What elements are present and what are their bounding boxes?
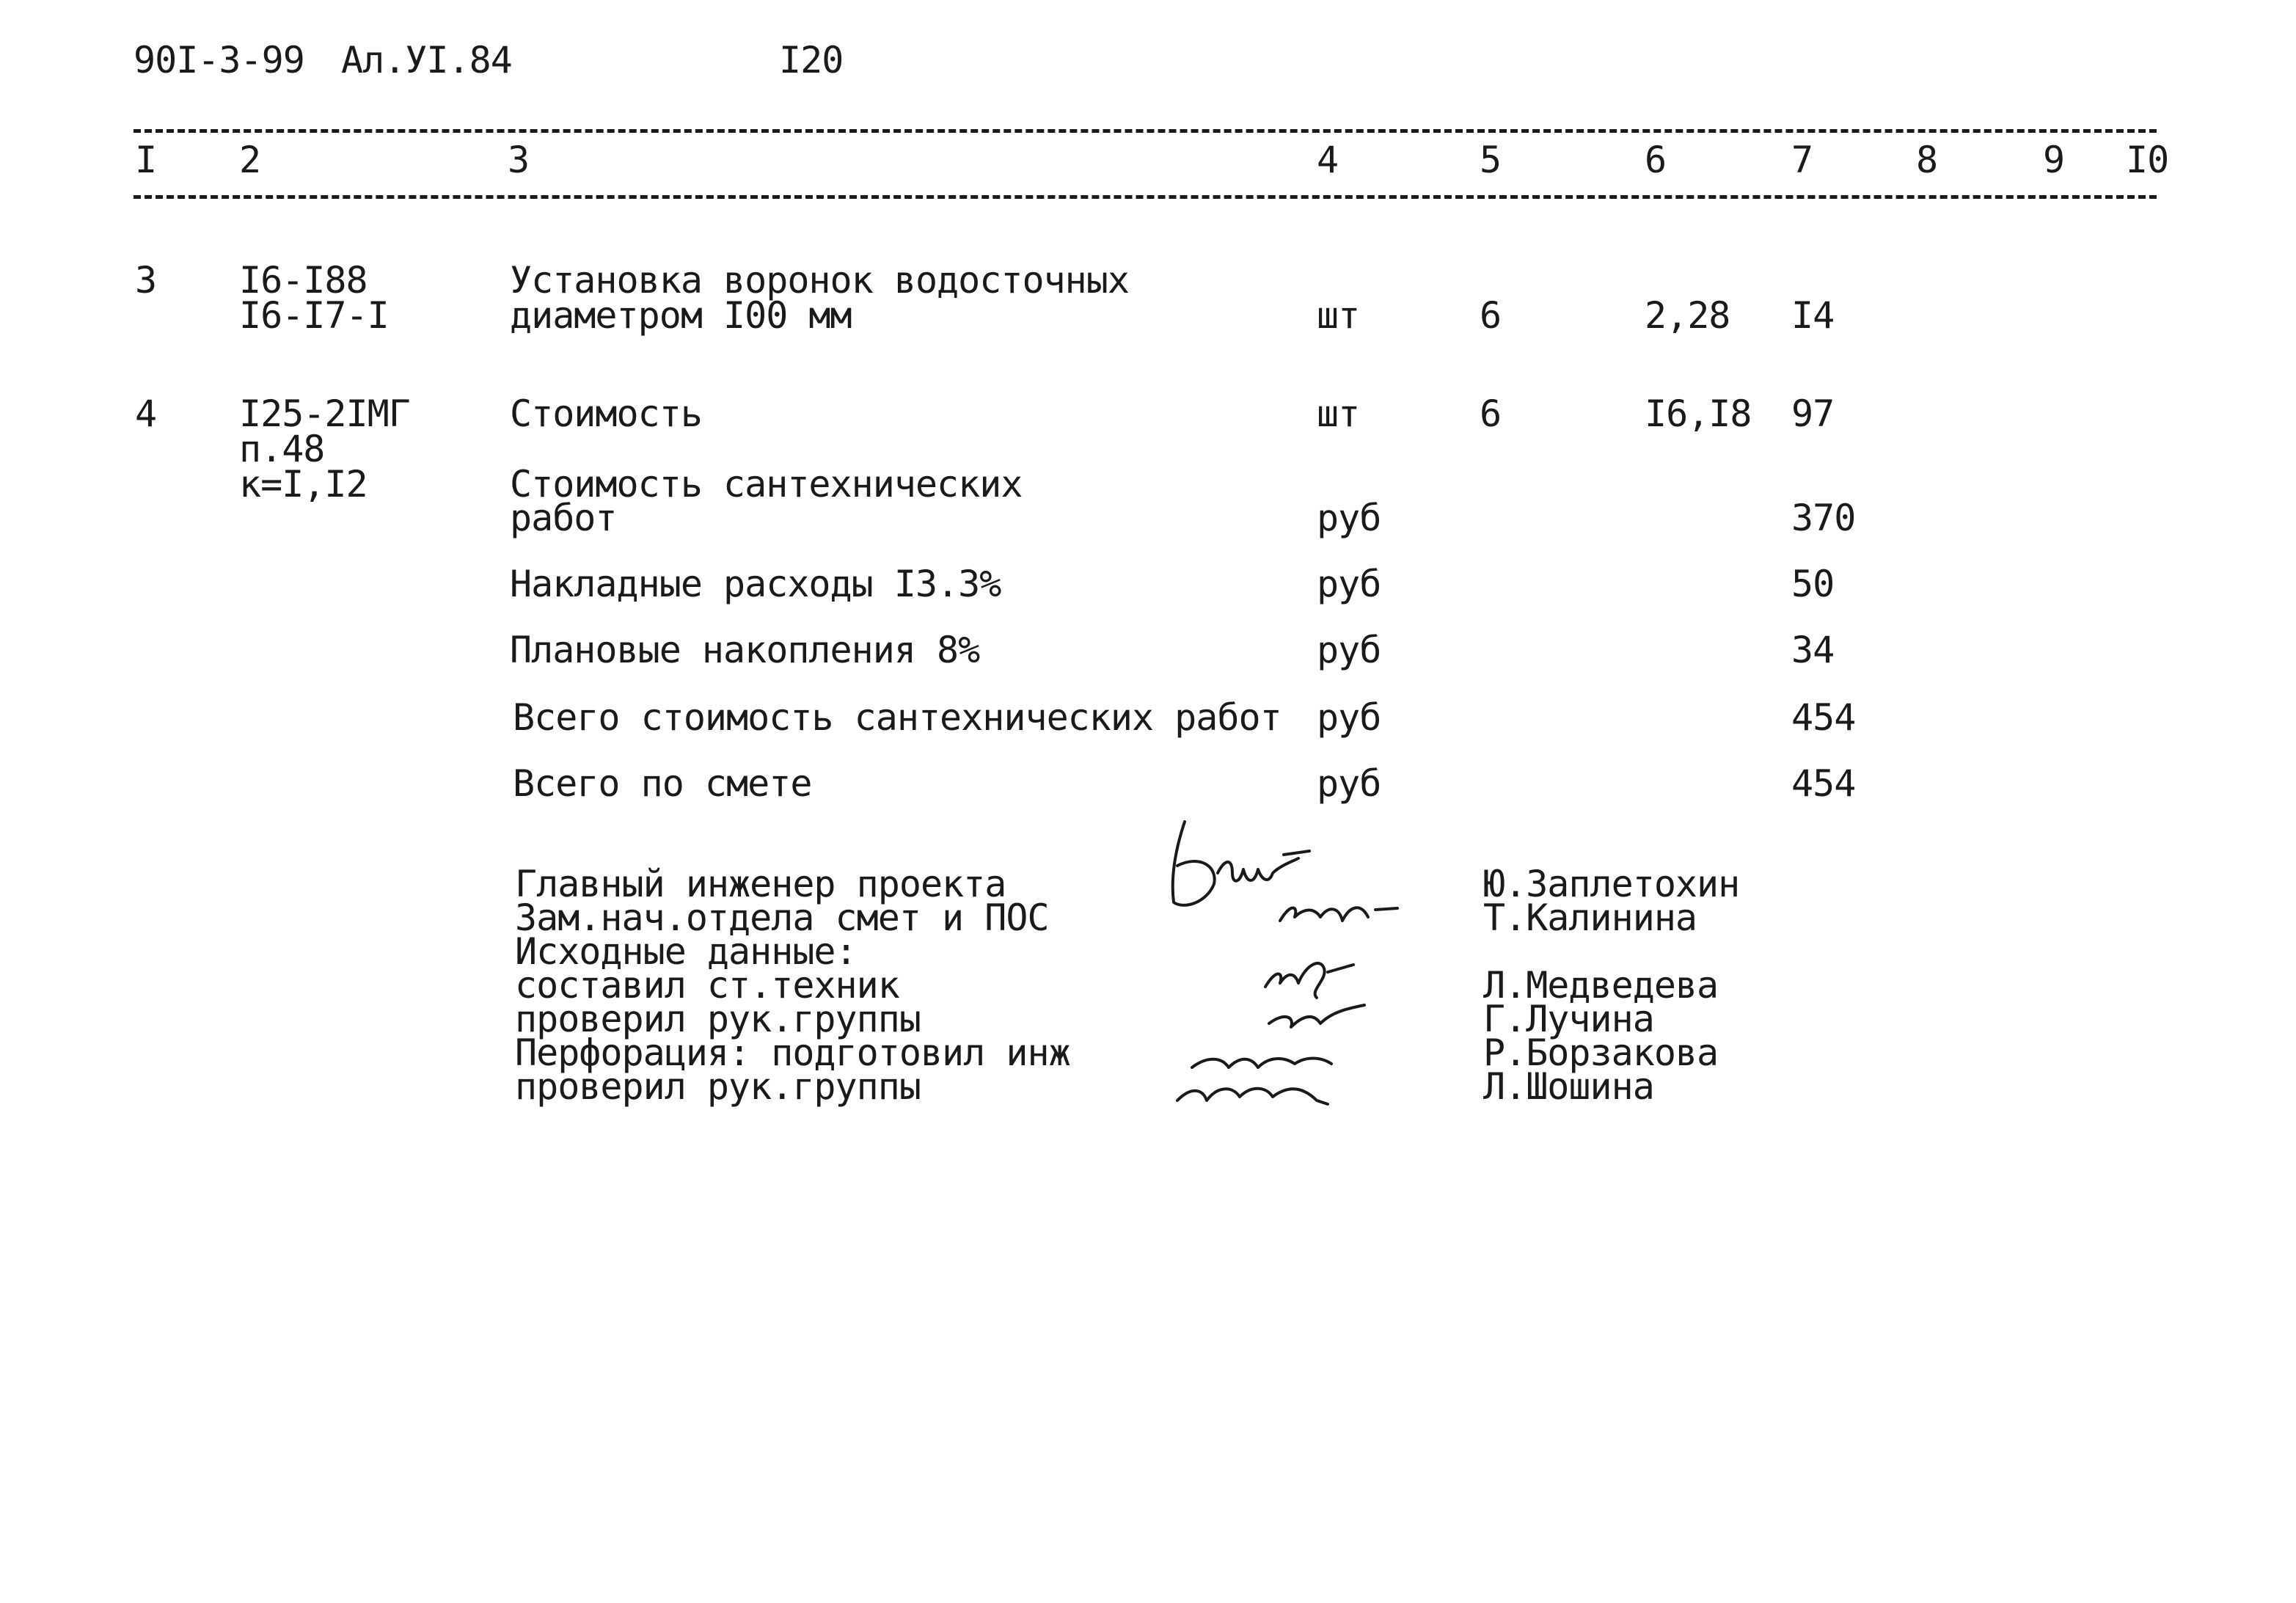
col-header-8: 8	[1916, 139, 1938, 181]
sign-name-5: Г.Лучина	[1483, 998, 1654, 1040]
sign-name-4: Л.Медведева	[1483, 964, 1719, 1007]
summary-label-3: Плановые накопления 8%	[510, 629, 980, 671]
summary-label-4: Всего стоимость сантехнических работ	[513, 696, 1282, 739]
row-3-qty: 6	[1480, 294, 1502, 337]
row-3-price: 2,28	[1645, 294, 1730, 337]
row-4-qty: 6	[1480, 392, 1502, 435]
summary-value-4: 454	[1791, 696, 1856, 739]
sign-role-4: составил ст.техник	[515, 964, 899, 1007]
sign-role-5: проверил рук.группы	[515, 998, 921, 1040]
sign-role-7: проверил рук.группы	[515, 1065, 921, 1108]
col-header-2: 2	[239, 139, 261, 181]
header-bottom-rule	[134, 195, 2157, 199]
summary-value-2: 50	[1791, 563, 1835, 605]
summary-unit-3: руб	[1317, 629, 1381, 671]
summary-label-1a: Стоимость сантехнических	[510, 463, 1023, 505]
summary-label-1b: работ	[510, 497, 617, 539]
summary-unit-5: руб	[1317, 762, 1381, 805]
sign-role-3: Исходные данные:	[515, 930, 857, 973]
doc-code: 90I-3-99	[134, 39, 304, 81]
summary-value-3: 34	[1791, 629, 1835, 671]
col-header-1: I	[135, 139, 157, 181]
row-3-number: 3	[135, 259, 157, 302]
row-3-name-1: Установка воронок водосточных	[510, 259, 1129, 302]
col-header-7: 7	[1791, 139, 1813, 181]
page-number: I20	[779, 39, 844, 81]
row-4-code-3: к=I,I2	[239, 463, 368, 505]
sign-name-6: Р.Борзакова	[1483, 1031, 1719, 1074]
col-header-9: 9	[2043, 139, 2065, 181]
col-header-4: 4	[1317, 139, 1339, 181]
row-4-code-1: I25-2IМГ	[239, 392, 410, 435]
summary-unit-4: руб	[1317, 696, 1381, 739]
summary-unit-2: руб	[1317, 563, 1381, 605]
row-3-unit: шт	[1317, 294, 1360, 337]
row-4-unit: шт	[1317, 392, 1360, 435]
col-header-5: 5	[1480, 139, 1502, 181]
row-3-code-2: I6-I7-I	[239, 294, 389, 337]
row-4-total: 97	[1791, 392, 1835, 435]
row-4-price: I6,I8	[1645, 392, 1752, 435]
row-4-name: Стоимость	[510, 392, 702, 435]
sign-name-1: Ю.Заплетохин	[1483, 863, 1740, 905]
sign-role-6: Перфорация: подготовил инж	[515, 1031, 1070, 1074]
handwritten-signatures	[1163, 814, 1456, 1122]
col-header-3: 3	[508, 139, 530, 181]
sign-role-1: Главный инженер проекта	[515, 863, 1006, 905]
summary-value-1: 370	[1791, 497, 1856, 539]
row-3-code-1: I6-I88	[239, 259, 368, 302]
row-3-name-2: диаметром I00 мм	[510, 294, 852, 337]
album-code: Ал.УI.84	[341, 39, 512, 81]
row-4-code-2: п.48	[239, 428, 325, 470]
sign-name-2: Т.Калинина	[1483, 897, 1697, 939]
sign-name-7: Л.Шошина	[1483, 1065, 1654, 1108]
header-top-rule	[134, 129, 2157, 133]
row-4-number: 4	[135, 392, 157, 435]
col-header-10: I0	[2126, 139, 2169, 181]
row-3-total: I4	[1791, 294, 1835, 337]
summary-unit-1: руб	[1317, 497, 1381, 539]
summary-value-5: 454	[1791, 762, 1856, 805]
sign-role-2: Зам.нач.отдела смет и ПОС	[515, 897, 1049, 939]
summary-label-5: Всего по смете	[513, 762, 812, 805]
col-header-6: 6	[1645, 139, 1667, 181]
summary-label-2: Накладные расходы I3.3%	[510, 563, 1001, 605]
